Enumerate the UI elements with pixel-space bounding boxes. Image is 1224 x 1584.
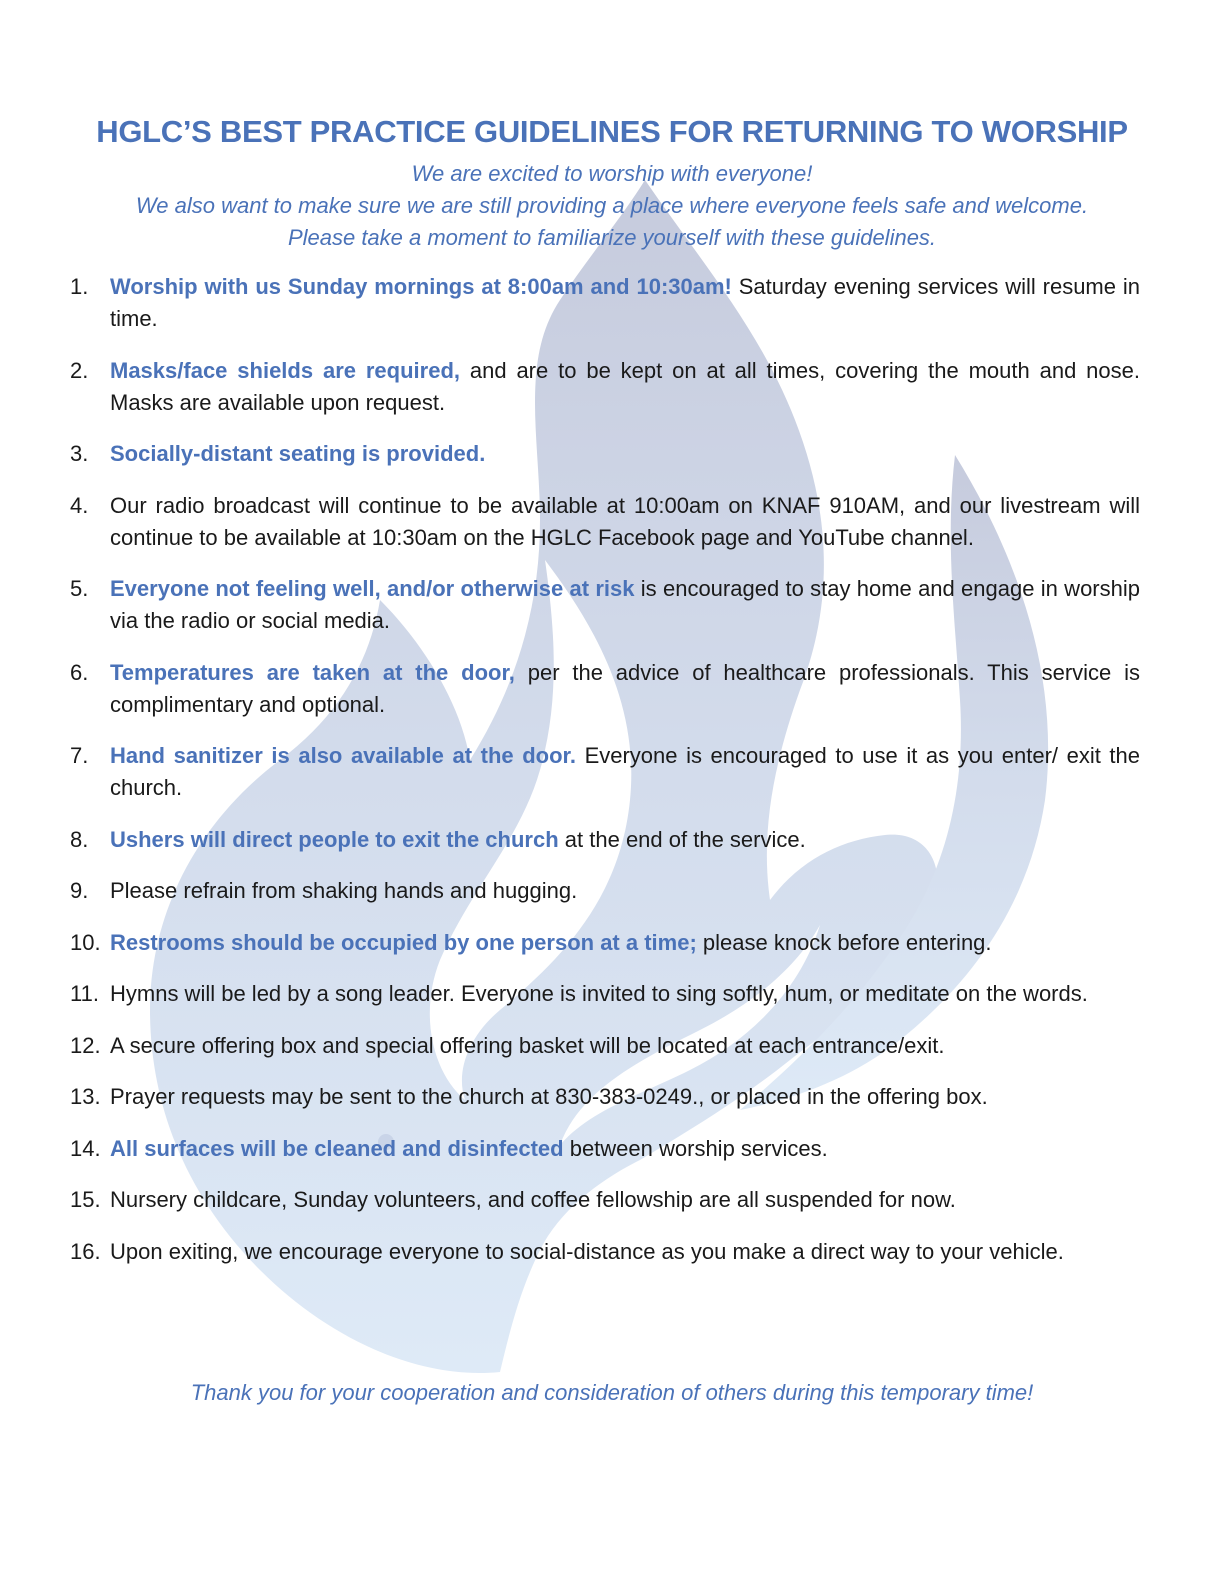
guideline-item bbox=[70, 438, 1140, 470]
guideline-item bbox=[70, 824, 1140, 856]
guideline-item bbox=[70, 1133, 1140, 1165]
item-highlight: Everyone not feeling well, and/or otherwise at risk bbox=[110, 576, 635, 601]
item-highlight: Restrooms should be occupied by one person at a time; bbox=[110, 929, 697, 955]
item-number: 15. bbox=[70, 1187, 101, 1212]
item-number: 10. bbox=[70, 929, 101, 955]
item-text: between worship services. bbox=[563, 1135, 828, 1161]
item-text: Everyone is encouraged to use it as you enter/ exit the church. bbox=[110, 743, 1141, 800]
item-text: Upon exiting, we encourage everyone to social-distance as you make a direct way to your vehicle. bbox=[110, 1238, 1064, 1264]
item-number: 2. bbox=[70, 357, 89, 383]
guideline-item bbox=[70, 978, 1140, 1010]
guideline-item bbox=[70, 1081, 1140, 1113]
guideline-item bbox=[70, 1184, 1140, 1216]
page-title: HGLC’S BEST PRACTICE GUIDELINES FOR RETURNING TO WORSHIP bbox=[96, 114, 1128, 149]
item-highlight: Temperatures are taken at the door, bbox=[110, 659, 515, 685]
item-text: Prayer requests may be sent to the church at 830-383-0249., or placed in the offering box. bbox=[110, 1084, 988, 1109]
guideline-item bbox=[70, 271, 1140, 335]
guideline-item bbox=[70, 927, 1140, 959]
intro-line-3: Please take a moment to familiarize yourself with these guidelines. bbox=[287, 225, 937, 250]
item-number: 5. bbox=[70, 576, 89, 601]
item-number: 11. bbox=[70, 981, 99, 1006]
intro-text bbox=[0, 158, 1224, 254]
item-number: 9. bbox=[70, 878, 89, 903]
item-highlight: Masks/face shields are required, bbox=[110, 357, 460, 383]
item-highlight: Hand sanitizer is also available at the door. bbox=[110, 743, 576, 768]
guideline-item bbox=[70, 657, 1140, 721]
item-number: 13. bbox=[70, 1084, 101, 1109]
item-number: 8. bbox=[70, 826, 89, 852]
item-text: A secure offering box and special offering basket will be located at each entrance/exit. bbox=[110, 1032, 945, 1058]
item-text: Nursery childcare, Sunday volunteers, and coffee fellowship are all suspended for now. bbox=[110, 1187, 956, 1212]
item-highlight: Socially-distant seating is provided. bbox=[110, 441, 486, 466]
item-text: Hymns will be led by a song leader. Everyone is invited to sing softly, hum, or meditate on the words. bbox=[110, 981, 1088, 1006]
guideline-item bbox=[70, 573, 1140, 637]
item-highlight: Ushers will direct people to exit the church bbox=[110, 826, 559, 852]
item-text: please knock before entering. bbox=[696, 929, 992, 955]
guideline-item bbox=[70, 1030, 1140, 1062]
guideline-item bbox=[70, 875, 1140, 907]
intro-line-2: We also want to make sure we are still providing a place where everyone feels safe and welcome. bbox=[135, 193, 1089, 218]
item-number: 3. bbox=[70, 441, 89, 466]
item-highlight: All surfaces will be cleaned and disinfected bbox=[110, 1135, 564, 1161]
guideline-item bbox=[70, 355, 1140, 419]
item-number: 6. bbox=[70, 659, 89, 685]
item-text: Saturday evening services will resume in time. bbox=[110, 274, 1140, 331]
item-number: 1. bbox=[70, 274, 89, 299]
closing-message: Thank you for your cooperation and consideration of others during this temporary time! bbox=[190, 1380, 1034, 1405]
item-number: 7. bbox=[70, 743, 89, 768]
item-text: Our radio broadcast will continue to be available at 10:00am on KNAF 910AM, and our livestream will continue to be available at 10:30am on the HGLC Facebook page and YouTube channel. bbox=[110, 492, 1140, 550]
item-text: is encouraged to stay home and engage in worship via the radio or social media. bbox=[110, 576, 1140, 633]
item-number: 4. bbox=[70, 492, 89, 518]
guideline-item bbox=[70, 1236, 1140, 1268]
item-text: Please refrain from shaking hands and hugging. bbox=[110, 878, 578, 903]
item-text: at the end of the service. bbox=[558, 826, 806, 852]
item-number: 16. bbox=[70, 1238, 101, 1264]
item-number: 12. bbox=[70, 1032, 101, 1058]
intro-line-1: We are excited to worship with everyone! bbox=[411, 161, 813, 186]
guidelines-list bbox=[70, 271, 1140, 1287]
item-number: 14. bbox=[70, 1135, 101, 1161]
guideline-item bbox=[70, 490, 1140, 554]
guideline-item bbox=[70, 740, 1140, 804]
item-text: per the advice of healthcare professionals. This service is complimentary and optional. bbox=[110, 659, 1140, 717]
item-highlight: Worship with us Sunday mornings at 8:00am and 10:30am! bbox=[110, 274, 732, 299]
item-text: and are to be kept on at all times, covering the mouth and nose. Masks are available upon request. bbox=[110, 357, 1140, 415]
